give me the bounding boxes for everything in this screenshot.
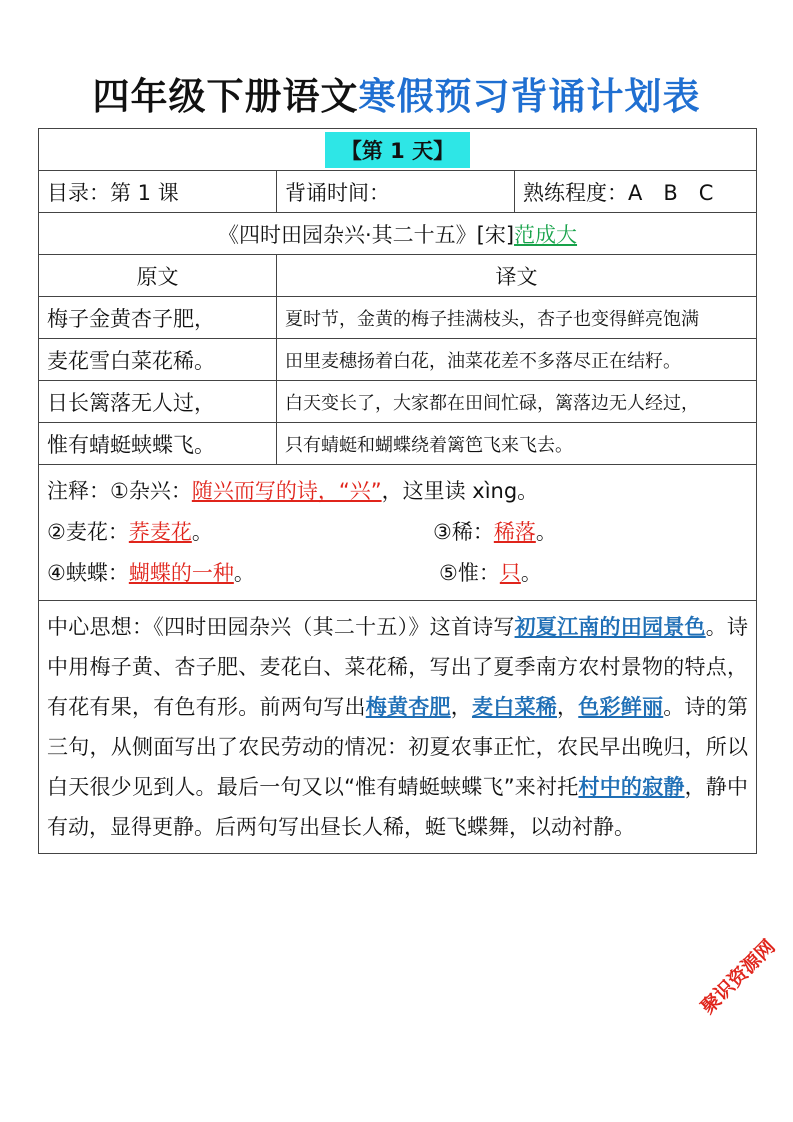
verse-original: 梅子金黄杏子肥， bbox=[39, 297, 277, 339]
translation-header: 译文 bbox=[277, 255, 757, 297]
note-answer: 只 bbox=[499, 561, 521, 585]
note-text: 。 bbox=[520, 561, 542, 585]
poem-title-row bbox=[39, 213, 757, 255]
summary-keyword: 麦白菜稀 bbox=[472, 695, 557, 719]
proficiency-cell: 熟练程度：A B C bbox=[515, 171, 757, 213]
note-text: 。 bbox=[191, 520, 213, 544]
verse-row bbox=[39, 381, 757, 423]
note-label: ③稀： bbox=[433, 520, 494, 544]
summary-text: 。诗中用梅子黄、杏子肥、麦花白、菜花稀，写出了夏季南方农村景物的特点，有花有果，有色有形。前两句写出 bbox=[47, 615, 749, 719]
summary-keyword: 色彩鲜丽 bbox=[578, 695, 664, 719]
day-row bbox=[39, 129, 757, 171]
note-3 bbox=[433, 512, 557, 553]
info-row bbox=[39, 171, 757, 213]
summary-cell bbox=[39, 601, 757, 854]
summary-text: ，静中有动，显得更静。后两句写出昼长人稀，蜓飞蝶舞，以动衬静。 bbox=[47, 775, 749, 839]
recite-time-cell: 背诵时间： bbox=[277, 171, 515, 213]
day-badge: 【第 1 天】 bbox=[325, 132, 470, 168]
summary-keyword: 初夏江南的田园景色 bbox=[514, 615, 706, 639]
verse-original: 麦花雪白菜花稀。 bbox=[39, 339, 277, 381]
recite-table bbox=[38, 128, 757, 854]
note-line-1 bbox=[47, 471, 748, 512]
page-title bbox=[0, 66, 793, 120]
note-text: 。 bbox=[233, 561, 255, 585]
verse-translation: 田里麦穗扬着白花，油菜花差不多落尽正在结籽。 bbox=[277, 339, 757, 381]
note-text: ，这里读 xìng。 bbox=[381, 479, 539, 503]
verse-original: 日长篱落无人过， bbox=[39, 381, 277, 423]
note-label: ②麦花： bbox=[47, 520, 129, 544]
verse-translation: 白天变长了，大家都在田间忙碌，篱落边无人经过， bbox=[277, 381, 757, 423]
title-plan: 寒假预习背诵计划表 bbox=[358, 75, 701, 118]
verse-original: 惟有蜻蜓蛱蝶飞。 bbox=[39, 423, 277, 465]
title-grade: 四年级下册语文 bbox=[92, 75, 359, 118]
poem-title: 《四时田园杂兴·其二十五》[宋] bbox=[217, 222, 515, 247]
catalog-cell: 目录：第 1 课 bbox=[39, 171, 277, 213]
summary-keyword: 梅黄杏肥 bbox=[365, 695, 451, 719]
summary-text: 中心思想：《四时田园杂兴（其二十五）》这首诗写 bbox=[47, 615, 515, 639]
original-header: 原文 bbox=[39, 255, 277, 297]
verse-translation: 只有蜻蜓和蝴蝶绕着篱笆飞来飞去。 bbox=[277, 423, 757, 465]
note-5 bbox=[439, 553, 542, 594]
poem-author: 范成大 bbox=[514, 222, 578, 247]
note-line-3 bbox=[47, 553, 748, 594]
note-answer: 荞麦花 bbox=[128, 520, 192, 544]
verse-translation: 夏时节，金黄的梅子挂满枝头，杏子也变得鲜亮饱满 bbox=[277, 297, 757, 339]
verse-row bbox=[39, 297, 757, 339]
note-label: ④蛱蝶： bbox=[47, 561, 129, 585]
notes-row bbox=[39, 465, 757, 601]
summary-text: ， bbox=[450, 695, 472, 719]
note-label: ⑤惟： bbox=[439, 561, 500, 585]
summary-text: 。诗的第三句，从侧面写出了农民劳动的情况：初夏农事正忙，农民早出晚归，所以白天很少见到人。最后一句又以“惟有蜻蜓蛱蝶飞”来衬托 bbox=[47, 695, 748, 799]
watermark: 聚识资源网 bbox=[696, 935, 780, 1019]
summary-keyword: 村中的寂静 bbox=[578, 775, 685, 799]
summary-text: ， bbox=[557, 695, 579, 719]
note-answer: 稀落 bbox=[493, 520, 536, 544]
note-answer: 蝴蝶的一种 bbox=[128, 561, 234, 585]
note-label: 注释：①杂兴： bbox=[47, 479, 192, 503]
note-answer: 随兴而写的诗，“兴” bbox=[191, 479, 382, 503]
note-text: 。 bbox=[535, 520, 557, 544]
verse-row bbox=[39, 423, 757, 465]
verse-row bbox=[39, 339, 757, 381]
poem-title-cell bbox=[39, 213, 757, 255]
column-header-row bbox=[39, 255, 757, 297]
note-line-2 bbox=[47, 512, 748, 553]
day-cell bbox=[39, 129, 757, 171]
summary-row bbox=[39, 601, 757, 854]
notes-cell bbox=[39, 465, 757, 601]
